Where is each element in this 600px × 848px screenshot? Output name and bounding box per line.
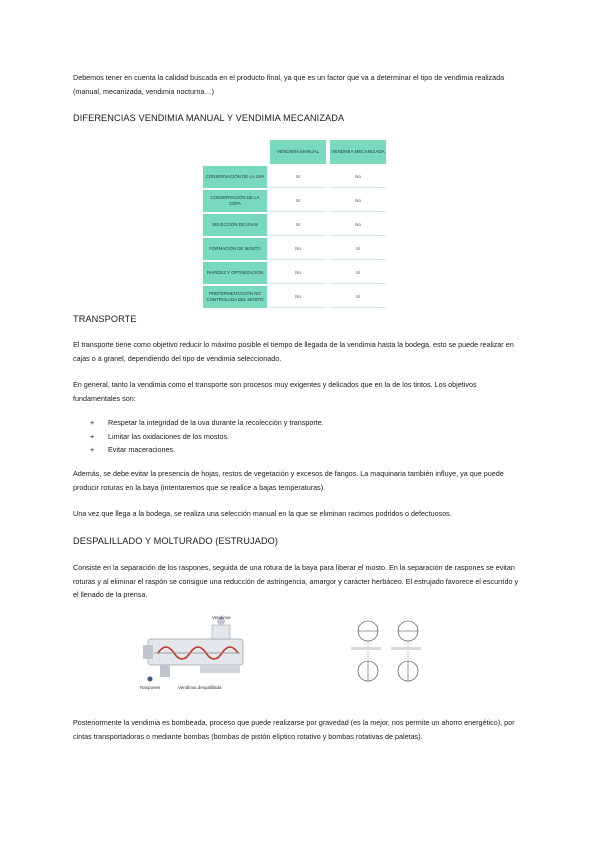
bullet-icon: + (90, 431, 95, 441)
list-item: + Respetar la integridad de la uva durante la recolección y transporte. (90, 416, 324, 430)
table-row-label: PREFERMENTACIÓN NO CONTROLADA DEL MOSTO (203, 286, 267, 308)
table-cell-manual: Sí (270, 190, 326, 212)
comparison-table (203, 140, 393, 308)
bullet-icon: + (90, 445, 95, 454)
final-paragraph: Posteriormente la vendimia es bombeada, proceso que puede realizarse por gravedad (es la mejor, nos permite un ahorro energético), por cintas transportadoras o mediante bombas (bombas de pistón elíptico rotativo y bombas rotativas de paletas). (73, 718, 515, 741)
objetivos-list (90, 416, 324, 457)
table-row (203, 238, 393, 260)
table-row-label: RAPIDEZ Y OPTIMIZACIÓN (203, 262, 267, 284)
section-title-despalillado: DESPALILLADO Y MOLTURADO (ESTRUJADO) (73, 536, 279, 546)
intro-paragraph: Debemos tener en cuenta la calidad buscada en el producto final, ya que es un factor que va a determinar el tipo de vendimia realizada (manual, mecanizada, vendimia nocturna…) (73, 73, 505, 96)
transporte-paragraph-4: Una vez que llega a la bodega, se realiza una selección manual en la que se eliminan racimos podridos o defectuosos. (73, 509, 452, 518)
figure-label-vendimia: Vendimia (212, 615, 231, 620)
table-cell-manual: Sí (270, 166, 326, 188)
section-title-diferencias: DIFERENCIAS VENDIMIA MANUAL Y VENDIMIA MECANIZADA (73, 113, 345, 123)
table-cell-mecanizada: Sí (330, 238, 386, 260)
transporte-paragraph-3: Además, se debe evitar la presencia de hojas, restos de vegetación y excesos de fangos. La maquinaria también influye, ya que puede producir roturas en la baya (intentaremos que se realice a bajas temperaturas). (73, 469, 504, 492)
transporte-paragraph-1: El transporte tiene como objetivo reducir lo máximo posible el tiempo de llegada de la vendimia hasta la bodega, esto se puede realizar en cajas o a granel, dependiendo del tipo de vendimia seleccionado. (73, 340, 514, 363)
table-row (203, 190, 393, 212)
table-cell-manual: No (270, 238, 326, 260)
table-header-mecanizada: VENDIMIA MECANIZADA (330, 140, 386, 164)
table-row (203, 214, 393, 236)
transporte-paragraph-2: En general, tanto la vendimia como el transporte son procesos muy exigentes y delicados que en la de los tintos. Los objetivos fundamentales son: (73, 380, 477, 403)
table-cell-manual: Sí (270, 214, 326, 236)
table-row-label: FORMACIÓN DE MOSTO (203, 238, 267, 260)
crusher-diagram-figure (343, 615, 443, 693)
crusher-roller-diagram (343, 615, 443, 693)
table-cell-manual: No (270, 262, 326, 284)
table-row-label: CONSERVACIÓN DE LA UVA (203, 166, 267, 188)
table-row-label: SELECCIÓN DE UVAS (203, 214, 267, 236)
destemmer-figure (140, 615, 270, 695)
table-row (203, 286, 393, 308)
table-cell-mecanizada: No (330, 166, 386, 188)
table-row-label: CONSERVACIÓN DE LA CEPA (203, 190, 267, 212)
figure-label-vendimia-despalillada: Vendimia despalillada (178, 685, 222, 690)
list-item: + Evitar maceraciones. (90, 443, 324, 457)
list-item: + Limitar las oxidaciones de los mostos. (90, 430, 324, 444)
table-cell-manual: No (270, 286, 326, 308)
table-cell-mecanizada: Sí (330, 262, 386, 284)
figure-label-raspones: Raspones (140, 685, 161, 690)
table-cell-mecanizada: No (330, 190, 386, 212)
table-header-row (270, 140, 393, 164)
table-header-manual: VENDIMIA MANUAL (270, 140, 326, 164)
table-cell-mecanizada: Sí (330, 286, 386, 308)
table-row (203, 262, 393, 284)
bullet-icon: + (90, 418, 95, 427)
section-title-transporte: TRANSPORTE (73, 314, 137, 324)
table-row (203, 166, 393, 188)
table-cell-mecanizada: No (330, 214, 386, 236)
destemmer-illustration (140, 615, 270, 695)
despalillado-paragraph: Consiste en la separación de los raspones, seguida de una rotura de la baya para liberar el mosto. En la separación de raspones se evitan roturas y al eliminar el raspón se consigue una reducción de astringencia, amargor y carácter herbáceo. El estrujado favorece el escurrido y el llenado de la prensa. (73, 563, 519, 599)
